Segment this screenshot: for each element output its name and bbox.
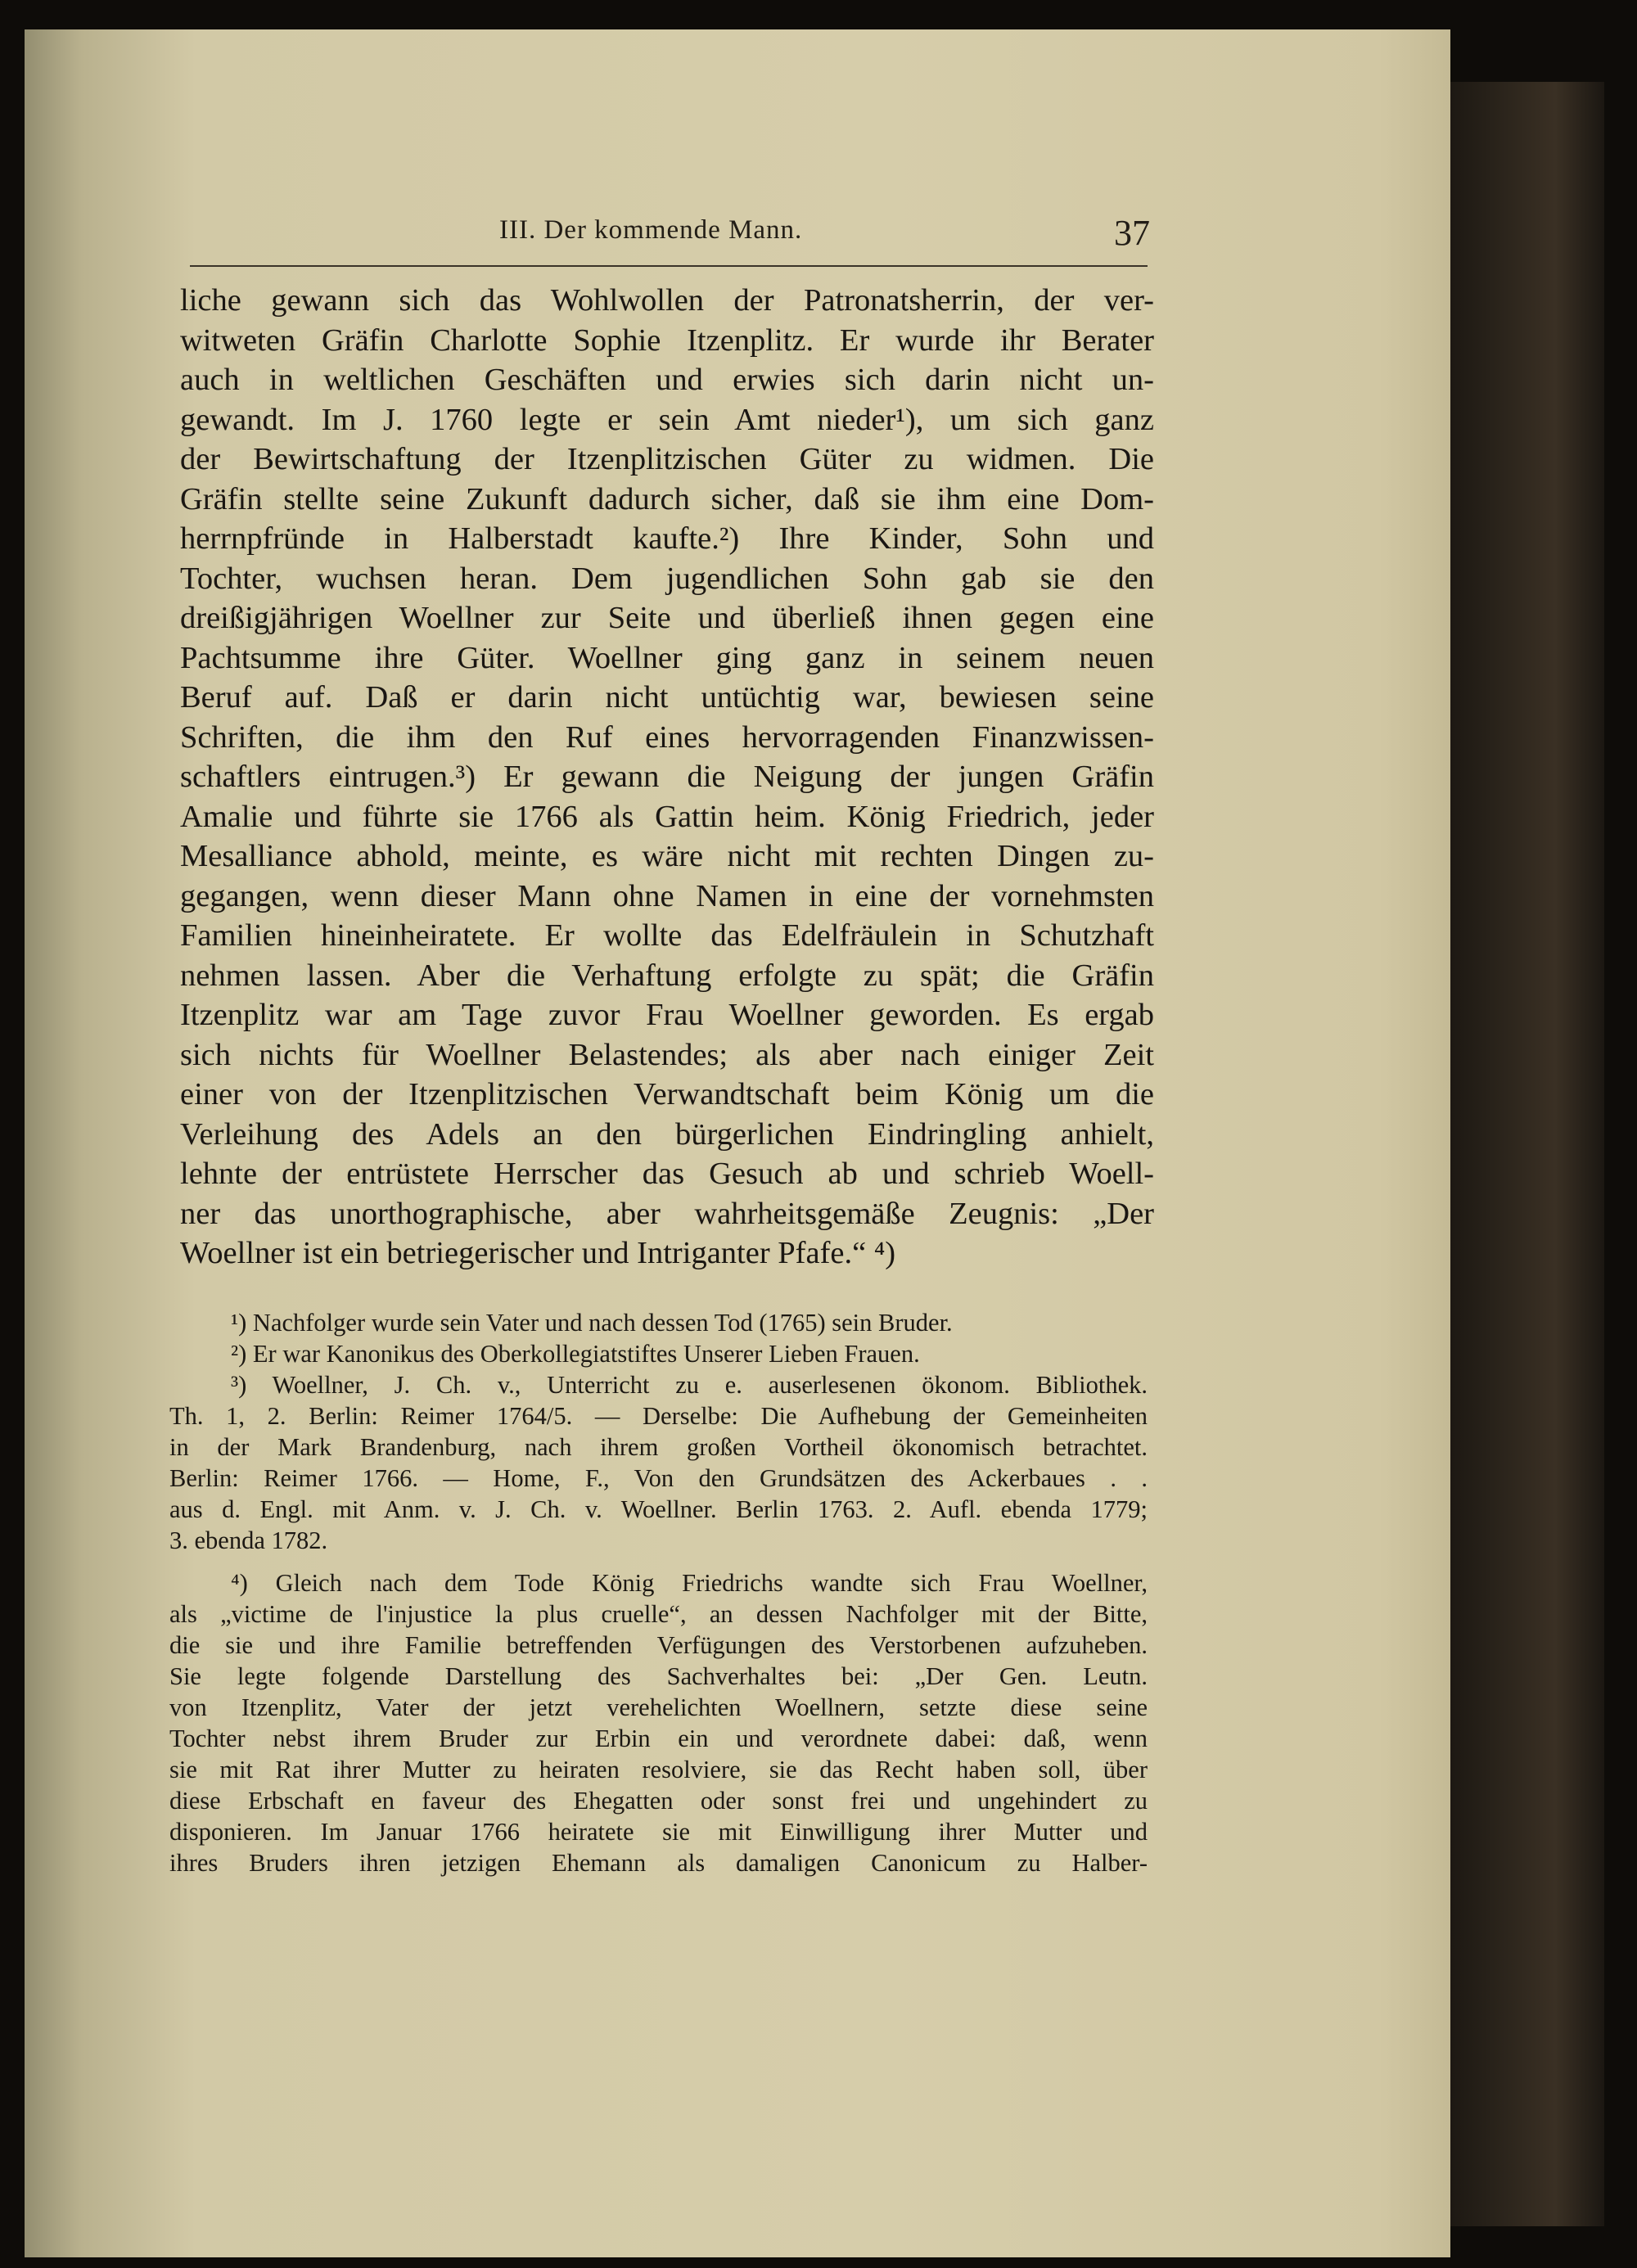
footnote-line: Th. 1, 2. Berlin: Reimer 1764/5. — Derselbe: Die Aufhebung der Gemeinheiten — [169, 1402, 1148, 1430]
footnote-line: ²) Er war Kanonikus des Oberkollegiatstiftes Unserer Lieben Frauen. — [231, 1340, 920, 1368]
text-line: gegangen, wenn dieser Mann ohne Namen in eine der vornehmsten — [180, 878, 1154, 913]
main-text — [180, 281, 1154, 1274]
text-line: liche gewann sich das Wohlwollen der Patronatsherrin, der ver- — [180, 283, 1154, 318]
text-line: witweten Gräfin Charlotte Sophie Itzenplitz. Er wurde ihr Berater — [180, 322, 1154, 358]
footnote-3 — [169, 1369, 1148, 1556]
text-line: Beruf auf. Daß er darin nicht untüchtig war, bewiesen seine — [180, 680, 1154, 715]
footnote-line: 3. ebenda 1782. — [169, 1526, 328, 1554]
footnote-line: die sie und ihre Familie betreffenden Verfügungen des Verstorbenen aufzuheben. — [169, 1631, 1148, 1659]
footnote-line: ihres Bruders ihren jetzigen Ehemann als damaligen Canonicum zu Halber- — [169, 1849, 1148, 1877]
text-line: gewandt. Im J. 1760 legte er sein Amt nieder¹), um sich ganz — [180, 402, 1154, 437]
page-header — [156, 215, 1150, 264]
text-line: Mesalliance abhold, meinte, es wäre nicht mit rechten Dingen zu- — [180, 839, 1154, 873]
text-line: Familien hineinheiratete. Er wollte das Edelfräulein in Schutzhaft — [180, 918, 1154, 953]
text-line: herrnpfründe in Halberstadt kaufte.²) Ihre Kinder, Sohn und — [180, 521, 1154, 556]
footnote-line: als „victime de l'injustice la plus cruelle“, an dessen Nachfolger mit der Bitte, — [169, 1600, 1148, 1628]
footnote-1 — [169, 1307, 1148, 1338]
footnote-2 — [169, 1338, 1148, 1369]
text-line: lehnte der entrüstete Herrscher das Gesuch ab und schrieb Woell- — [180, 1157, 1154, 1191]
footnote-line: sie mit Rat ihrer Mutter zu heiraten resolviere, sie das Recht haben soll, über — [169, 1756, 1148, 1783]
footnote-4 — [169, 1567, 1148, 1878]
footnote-line: ³) Woellner, J. Ch. v., Unterricht zu e. auserlesenen ökonom. Bibliothek. — [231, 1371, 1148, 1399]
footnote-line: aus d. Engl. mit Anm. v. J. Ch. v. Woellner. Berlin 1763. 2. Aufl. ebenda 1779; — [169, 1495, 1148, 1523]
footnote-line: ⁴) Gleich nach dem Tode König Friedrichs wandte sich Frau Woellner, — [231, 1569, 1148, 1597]
footnote-line: diese Erbschaft en faveur des Ehegatten oder sonst frei und ungehindert zu — [169, 1787, 1148, 1815]
footnote-line: Berlin: Reimer 1766. — Home, F., Von den Grundsätzen des Ackerbaues . . — [169, 1464, 1148, 1492]
text-line: der Bewirtschaftung der Itzenplitzischen Güter zu widmen. Die — [180, 442, 1154, 476]
text-line: sich nichts für Woellner Belastendes; als aber nach einiger Zeit — [180, 1037, 1154, 1072]
text-line: Itzenplitz war am Tage zuvor Frau Woellner geworden. Es ergab — [180, 998, 1154, 1032]
book-binding — [1441, 82, 1604, 2226]
text-line: auch in weltlichen Geschäften und erwies sich darin nicht un- — [180, 363, 1154, 397]
footnote-line: Sie legte folgende Darstellung des Sachverhaltes bei: „Der Gen. Leutn. — [169, 1662, 1148, 1690]
footnote-line: disponieren. Im Januar 1766 heiratete sie mit Einwilligung ihrer Mutter und — [169, 1818, 1148, 1846]
text-line: Gräfin stellte seine Zukunft dadurch sicher, daß sie ihm eine Dom- — [180, 481, 1154, 516]
footnote-line: in der Mark Brandenburg, nach ihrem großen Vortheil ökonomisch betrachtet. — [169, 1433, 1148, 1461]
text-line: einer von der Itzenplitzischen Verwandtschaft beim König um die — [180, 1077, 1154, 1111]
footnote-line: von Itzenplitz, Vater der jetzt verehelichten Woellnern, setzte diese seine — [169, 1693, 1148, 1721]
footnote-line: Tochter nebst ihrem Bruder zur Erbin ein und verordnete dabei: daß, wenn — [169, 1725, 1148, 1752]
footnote-line: ¹) Nachfolger wurde sein Vater und nach dessen Tod (1765) sein Bruder. — [231, 1309, 953, 1337]
running-head: III. Der kommende Mann. — [499, 215, 803, 245]
header-rule — [190, 265, 1148, 267]
footnotes — [169, 1307, 1148, 1878]
text-line: dreißigjährigen Woellner zur Seite und überließ ihnen gegen eine — [180, 601, 1154, 635]
text-line: Pachtsumme ihre Güter. Woellner ging ganz in seinem neuen — [180, 640, 1154, 675]
text-line: nehmen lassen. Aber die Verhaftung erfolgte zu spät; die Gräfin — [180, 958, 1154, 993]
text-line: schaftlers eintrugen.³) Er gewann die Neigung der jungen Gräfin — [180, 760, 1154, 794]
text-line: Tochter, wuchsen heran. Dem jugendlichen Sohn gab sie den — [180, 561, 1154, 596]
text-line: Woellner ist ein betriegerischer und Intriganter Pfafe.“ ⁴) — [180, 1236, 896, 1270]
text-line: Verleihung des Adels an den bürgerlichen Eindringling anhielt, — [180, 1116, 1154, 1152]
text-line: Amalie und führte sie 1766 als Gattin heim. König Friedrich, jeder — [180, 799, 1154, 834]
text-line: ner das unorthographische, aber wahrheitsgemäße Zeugnis: „Der — [180, 1196, 1154, 1231]
page-number: 37 — [1114, 213, 1150, 253]
text-line: Schriften, die ihm den Ruf eines hervorragenden Finanzwissen- — [180, 719, 1154, 755]
